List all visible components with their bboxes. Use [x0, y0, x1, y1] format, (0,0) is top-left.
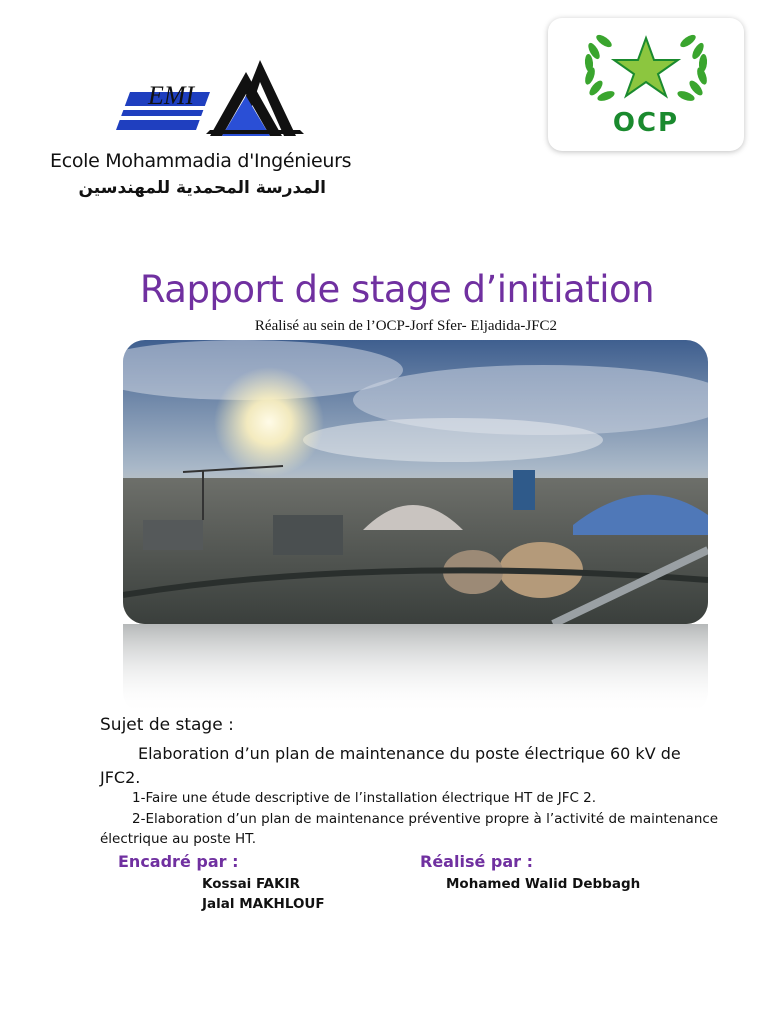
school-name-arabic: المدرسة المحمدية للمهندسين	[78, 178, 326, 198]
photo-reflection	[123, 624, 708, 714]
emi-logo	[110, 52, 310, 147]
svg-text:EMI: EMI	[148, 81, 195, 110]
report-subtitle: Réalisé au sein de l’OCP-Jorf Sfer- Eljadida-JFC2	[254, 318, 558, 334]
subject-description: Elaboration d’un plan de maintenance du poste électrique 60 kV de JFC2.	[100, 744, 681, 787]
author-name: Mohamed Walid Debbagh	[446, 876, 641, 892]
subject-item-1: 1-Faire une étude descriptive de l’installation électrique HT de JFC 2.	[132, 790, 597, 806]
ocp-wreath-star-icon	[576, 26, 716, 110]
supervisor-name: Jalal MAKHLOUF	[202, 896, 325, 912]
ocp-logo-text: OCP	[612, 108, 680, 138]
report-title: Rapport de stage d’initiation	[139, 268, 655, 311]
industrial-site-photo	[123, 340, 708, 624]
supervisor-name: Kossai FAKIR	[202, 876, 301, 892]
subject-item-2: 2-Elaboration d’un plan de maintenance préventive propre à l’activité de maintenance électrique au poste HT.	[100, 811, 719, 847]
school-name: Ecole Mohammadia d'Ingénieurs	[50, 150, 352, 172]
author-label: Réalisé par :	[420, 852, 533, 871]
ocp-logo	[548, 18, 744, 151]
supervised-by-label: Encadré par :	[118, 852, 239, 871]
subject-heading: Sujet de stage :	[100, 715, 234, 735]
